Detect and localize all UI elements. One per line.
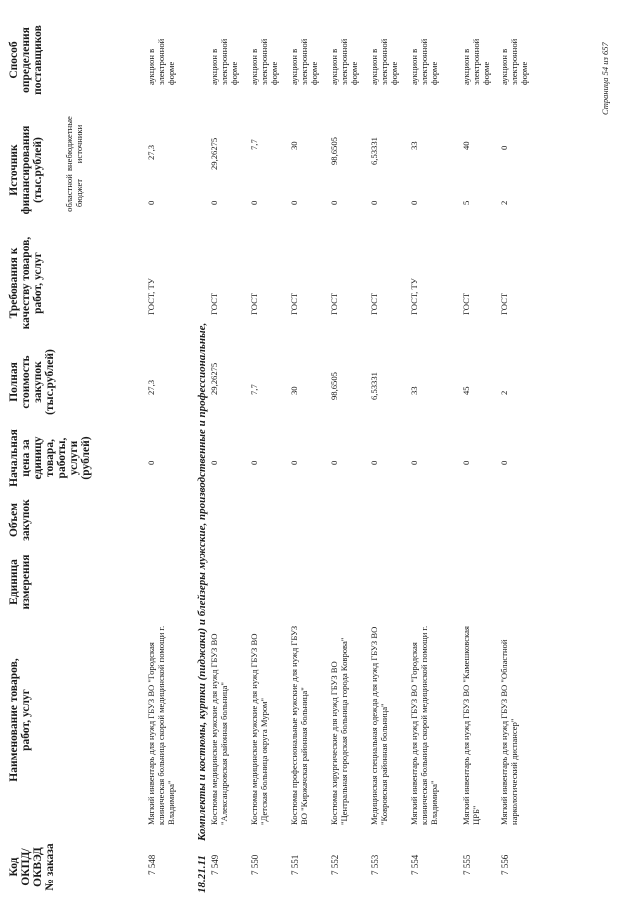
row-method: аукцион в электронной форме — [289, 38, 319, 85]
row-code: 7 548 — [147, 854, 157, 875]
row-regional: 0 — [249, 200, 259, 205]
row-extra: 7,7 — [249, 139, 259, 150]
row-method: аукцион в электронной форме — [409, 38, 439, 85]
row-req: ГОСТ — [329, 292, 339, 315]
row-total: 27,3 — [146, 379, 156, 395]
row-price: 0 — [249, 460, 259, 465]
row-name: Костюмы медицинские мужские для нужд ГБУЗ ВО "Александровская районная больница" — [209, 633, 229, 825]
header-funding: Источник финансирования (тыс.рублей) — [8, 125, 44, 215]
row-extra: 30 — [289, 141, 299, 150]
row-extra: 29,26275 — [209, 137, 219, 170]
row-name: Костюмы медицинские мужские для нужд ГБУЗ ВО "Детская больница округа Муром" — [249, 633, 269, 825]
row-method: аукцион в электронной форме — [499, 38, 529, 85]
row-code: 7 555 — [462, 854, 472, 875]
page-number: Страница 54 из 657 — [600, 42, 610, 115]
row-name: Мягкий инвентарь для нужд ГБУЗ ВО "Областной наркологический диспансер" — [499, 639, 519, 825]
row-price: 0 — [499, 460, 509, 465]
row-code: 7 551 — [290, 854, 300, 875]
row-regional: 0 — [209, 200, 219, 205]
row-extra: 0 — [499, 145, 509, 150]
row-code: 7 556 — [500, 854, 510, 875]
row-name: Костюмы хирургические для нужд ГБУЗ ВО "Центральная городская больница города Коврова" — [329, 637, 349, 825]
row-code: 7 553 — [370, 854, 380, 875]
row-req: ГОСТ — [209, 292, 219, 315]
header-name: Наименование товаров, работ, услуг — [8, 658, 32, 782]
row-name: Медицинская специальная одежда для нужд ГБУЗ ВО "Ковровская районная больница" — [369, 626, 389, 825]
row-total: 33 — [409, 386, 419, 395]
row-total: 2 — [499, 390, 509, 395]
row-regional: 0 — [329, 200, 339, 205]
row-method: аукцион в электронной форме — [369, 38, 399, 85]
row-req: ГОСТ — [289, 292, 299, 315]
row-regional: 0 — [409, 200, 419, 205]
header-requirements: Требования к качеству товаров, работ, услуг — [8, 236, 44, 330]
row-method: аукцион в электронной форме — [461, 38, 491, 85]
row-extra: 6,53331 — [369, 137, 379, 165]
header-method: Способ определения поставщиков — [8, 25, 44, 95]
header-volume: Объем закупок — [8, 499, 32, 541]
row-req: ГОСТ, ТУ — [409, 278, 419, 315]
row-code: 7 554 — [410, 854, 420, 875]
row-extra: 27,3 — [146, 144, 156, 160]
row-regional: 0 — [289, 200, 299, 205]
header-full-cost: Полная стоимость закупок (тыс.рублей) — [8, 349, 56, 415]
row-total: 98,6505 — [329, 372, 339, 400]
row-price: 0 — [146, 460, 156, 465]
row-method: аукцион в электронной форме — [209, 38, 239, 85]
section-title: Комплекты и костюмы, куртки (пиджаки) и блейзеры мужские, производственные и профессиональные, — [196, 322, 208, 841]
row-price: 0 — [369, 460, 379, 465]
section-code: 18.21.11 — [196, 855, 208, 893]
header-funding-extra: внебюджетные источники — [64, 116, 84, 171]
row-req: ГОСТ — [499, 292, 509, 315]
row-req: ГОСТ — [461, 292, 471, 315]
row-price: 0 — [461, 460, 471, 465]
row-name: Мягкий инвентарь для нужд ГБУЗ ВО "Городская клиническая больница скорой медицинской помощи г. Владимира" — [146, 625, 176, 825]
row-regional: 2 — [499, 200, 509, 205]
header-unit: Единица измерения — [8, 554, 32, 610]
row-extra: 98,6505 — [329, 137, 339, 165]
row-price: 0 — [329, 460, 339, 465]
row-regional: 0 — [146, 200, 156, 205]
row-code: 7 552 — [330, 854, 340, 875]
row-total: 6,53331 — [369, 372, 379, 400]
row-total: 30 — [289, 386, 299, 395]
row-extra: 40 — [461, 141, 471, 150]
row-regional: 5 — [461, 200, 471, 205]
row-price: 0 — [289, 460, 299, 465]
row-total: 29,26275 — [209, 362, 219, 395]
row-req: ГОСТ — [249, 292, 259, 315]
row-total: 45 — [461, 386, 471, 395]
row-name: Мягкий инвентарь для нужд ГБУЗ ВО "Камешковская ЦРБ" — [461, 626, 481, 825]
row-name: Костюмы профессиональные мужские для нужд ГБУЗ ВО "Киржачская районная больница" — [289, 625, 309, 825]
row-req: ГОСТ, ТУ — [146, 278, 156, 315]
header-start-price: Начальная цена за единицу товара, работы, услуги (рублей) — [8, 429, 92, 487]
row-regional: 0 — [369, 200, 379, 205]
row-total: 7,7 — [249, 384, 259, 395]
row-req: ГОСТ — [369, 292, 379, 315]
row-name: Мягкий инвентарь для нужд ГБУЗ ВО "Городская клиническая больница скорой медицинской помощи г. Владимира" — [409, 625, 439, 825]
row-method: аукцион в электронной форме — [249, 38, 279, 85]
header-funding-regional: областной бюджет — [64, 174, 84, 212]
row-code: 7 550 — [250, 854, 260, 875]
header-code: Код ОКПД/ ОКВЭД № заказа — [8, 843, 56, 891]
row-price: 0 — [409, 460, 419, 465]
row-method: аукцион в электронной форме — [329, 38, 359, 85]
row-method: аукцион в электронной форме — [146, 38, 176, 85]
row-extra: 33 — [409, 141, 419, 150]
row-price: 0 — [209, 460, 219, 465]
row-code: 7 549 — [210, 854, 220, 875]
